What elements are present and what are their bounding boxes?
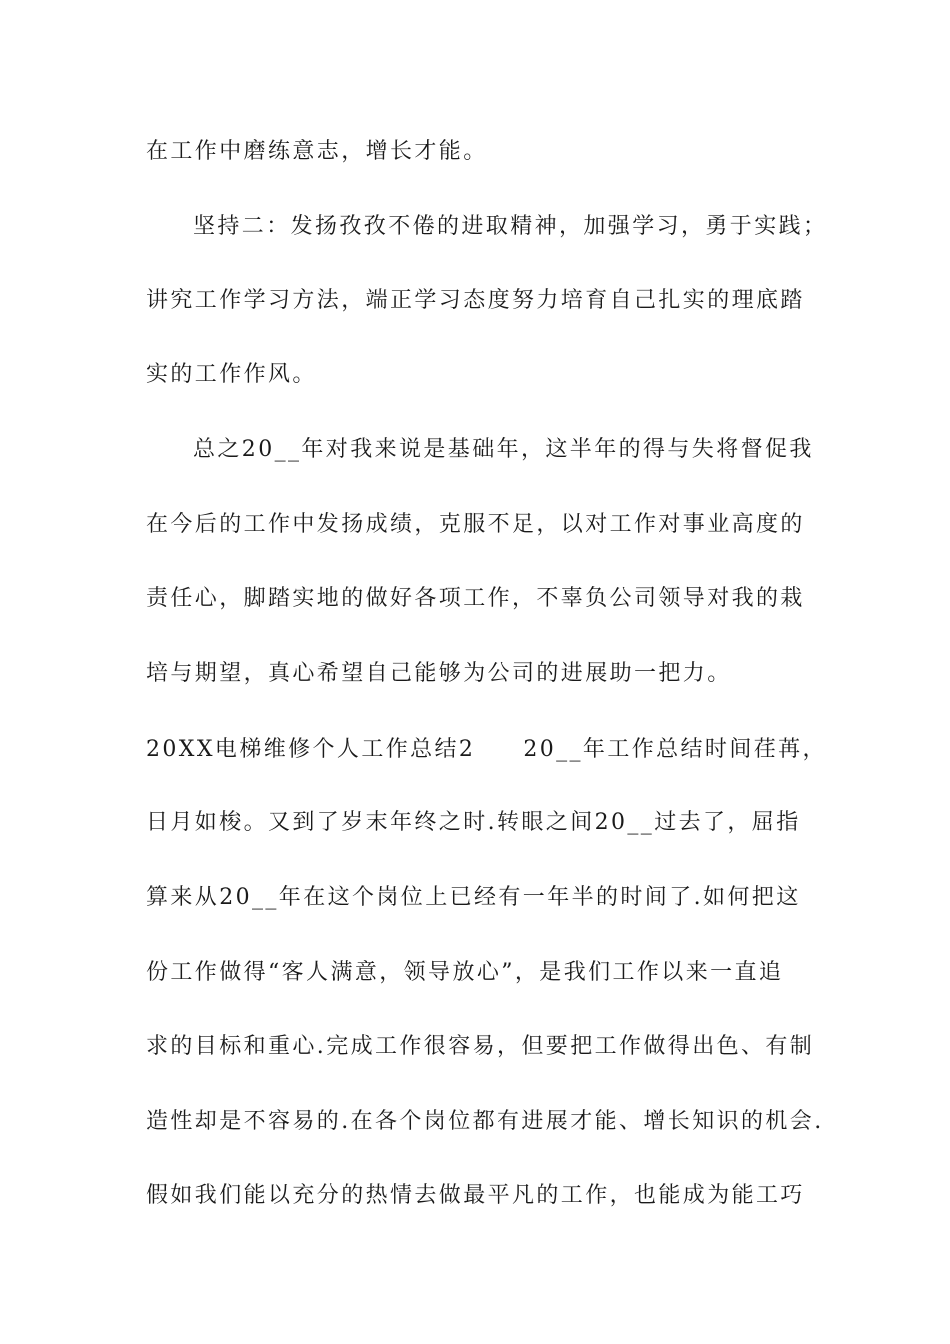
text-line-3: 讲究工作学习方法，端正学习态度努力培育自己扎实的理底踏 bbox=[146, 288, 805, 313]
text-line-7: 责任心，脚踏实地的做好各项工作，不辜负公司领导对我的栽 bbox=[146, 586, 805, 611]
text-line-12: 份工作做得“客人满意，领导放心”，是我们工作以来一直追 bbox=[146, 960, 784, 985]
text-line-15: 假如我们能以充分的热情去做最平凡的工作，也能成为能工巧 bbox=[146, 1183, 805, 1208]
text-line-10: 日月如梭。又到了岁末年终之时.转眼之间20__过去了，屈指 bbox=[146, 810, 801, 835]
text-line-2: 坚持二：发扬孜孜不倦的进取精神，加强学习，勇于实践； bbox=[193, 214, 828, 239]
text-line-14: 造性却是不容易的.在各个岗位都有进展才能、增长知识的机会. bbox=[146, 1109, 824, 1134]
text-line-4: 实的工作作风。 bbox=[146, 362, 317, 387]
text-line-5: 总之20__年对我来说是基础年，这半年的得与失将督促我 bbox=[193, 437, 814, 462]
text-line-13: 求的目标和重心.完成工作很容易，但要把工作做得出色、有制 bbox=[146, 1034, 815, 1059]
text-line-8: 培与期望，真心希望自己能够为公司的进展助一把力。 bbox=[146, 661, 732, 686]
section-heading-line bbox=[146, 735, 827, 765]
text-line-11: 算来从20__年在这个岗位上已经有一年半的时间了.如何把这 bbox=[146, 885, 801, 910]
section-intro: 20__年工作总结时间荏苒， bbox=[523, 737, 827, 762]
text-line-1: 在工作中磨练意志，增长才能。 bbox=[146, 139, 488, 164]
section-title: 20XX电梯维修个人工作总结2 bbox=[146, 737, 476, 762]
text-line-6: 在今后的工作中发扬成绩，克服不足，以对工作对事业高度的 bbox=[146, 512, 805, 537]
